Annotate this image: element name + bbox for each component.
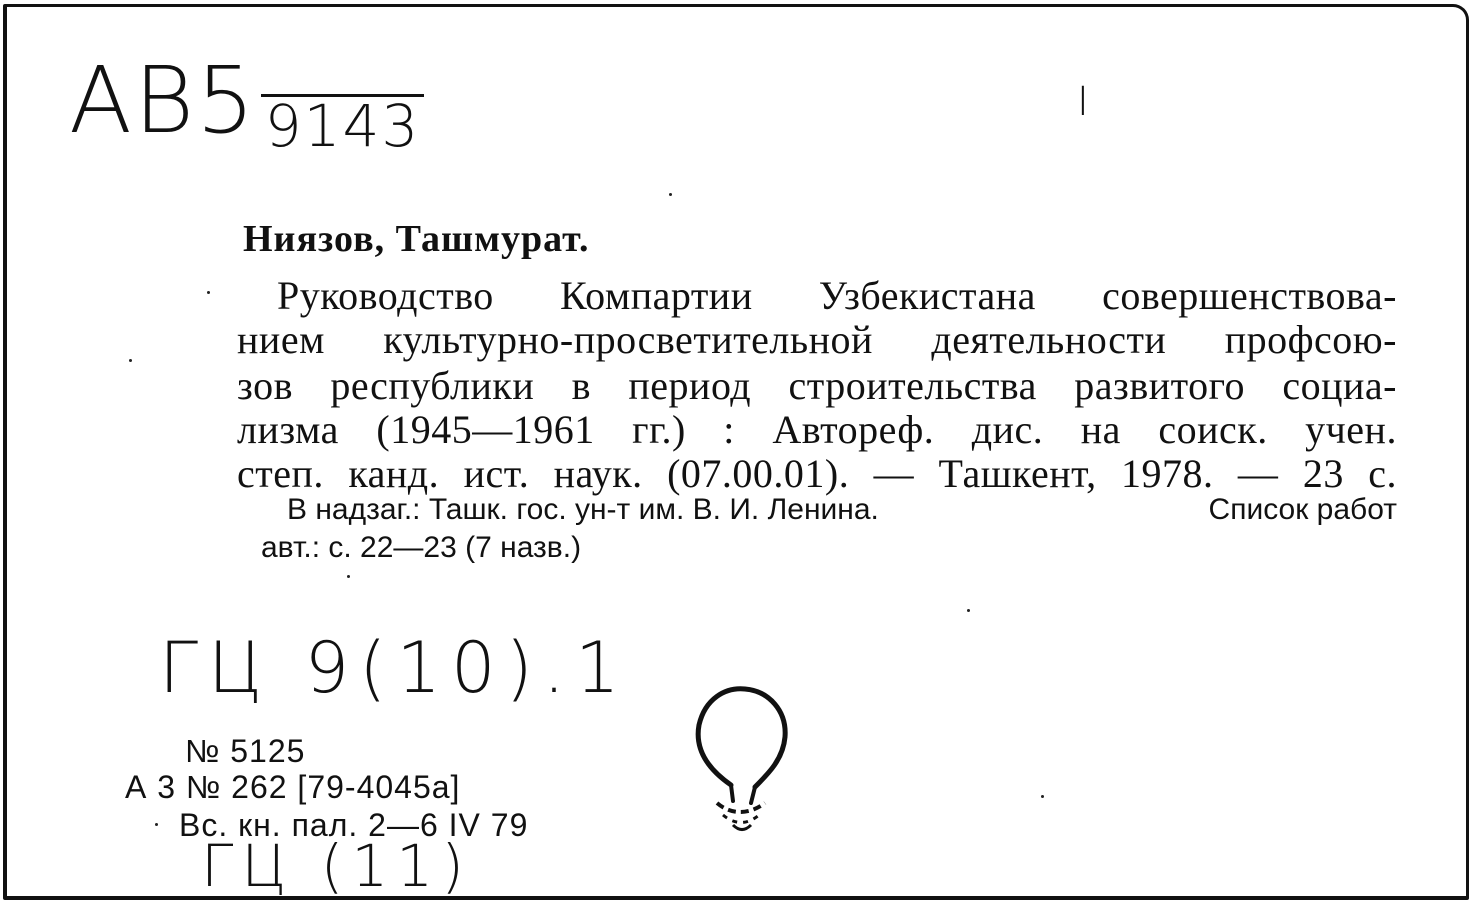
catalog-card — [3, 4, 1469, 900]
word: гг.) — [632, 407, 686, 452]
description-line-3 — [237, 363, 1397, 409]
word: совершенствова- — [1102, 273, 1397, 318]
speck — [129, 359, 132, 362]
classification-mark-2: ГЦ (11) — [201, 832, 472, 900]
word: — — [1237, 451, 1279, 496]
word: (1945—1961 — [376, 407, 595, 452]
lightbulb-stamp-icon — [687, 675, 797, 845]
description-line-5 — [237, 451, 1397, 497]
shelfmark-main: АВ5 — [69, 47, 257, 154]
word: (07.00.01). — [667, 451, 850, 496]
word: Руководство — [277, 273, 494, 318]
word: степ. — [237, 451, 324, 496]
word: культурно-просветительной — [383, 317, 873, 362]
registry-number: А 3 № 262 [79-4045а] — [125, 769, 461, 805]
word: канд. — [348, 451, 440, 496]
word: — — [873, 451, 915, 496]
accession-number: № 5125 — [185, 733, 306, 769]
speck — [347, 575, 350, 578]
word: зов — [237, 363, 293, 408]
speck — [155, 823, 158, 826]
note-line-1-right: Список работ — [1208, 493, 1397, 526]
word: : — [723, 407, 735, 452]
shelfmark-sub: 9143 — [261, 94, 425, 155]
shelfmark — [69, 47, 424, 160]
word: 23 — [1302, 451, 1344, 496]
word: развитого — [1074, 363, 1245, 408]
speck — [207, 291, 210, 294]
word: лизма — [237, 407, 339, 452]
speck — [669, 193, 672, 196]
word: ист. — [463, 451, 530, 496]
word: строительства — [788, 363, 1037, 408]
word: республики — [330, 363, 535, 408]
word: на — [1080, 407, 1121, 452]
word: Компартии — [559, 273, 753, 318]
word: 1978. — [1121, 451, 1214, 496]
word: деятельности — [931, 317, 1167, 362]
description-line-1 — [277, 273, 1397, 319]
note-line-2: авт.: с. 22—23 (7 назв.) — [261, 531, 582, 564]
speck — [1041, 795, 1044, 798]
word: с. — [1368, 451, 1397, 496]
word: период — [628, 363, 752, 408]
description-line-4 — [237, 407, 1397, 453]
word: соиск. — [1158, 407, 1268, 452]
word: в — [571, 363, 592, 408]
description-line-2 — [237, 317, 1397, 363]
word: Ташкент, — [938, 451, 1097, 496]
word: Узбекистана — [818, 273, 1036, 318]
top-mark: I — [1077, 79, 1089, 125]
note-line-1 — [287, 493, 1397, 527]
author-heading: Ниязов, Ташмурат. — [243, 218, 590, 260]
word: учен. — [1305, 407, 1397, 452]
word: нием — [237, 317, 325, 362]
word: наук. — [553, 451, 643, 496]
word: Автореф. — [772, 407, 935, 452]
word: социа- — [1282, 363, 1397, 408]
note-line-1-left: В надзаг.: Ташк. гос. ун-т им. В. И. Ленина. — [287, 493, 879, 526]
word: дис. — [971, 407, 1044, 452]
book-chamber-mark: Вс. кн. пал. 2—6 IV 79 — [179, 807, 529, 843]
speck — [967, 609, 970, 612]
classification-mark-1: ГЦ 9(10).1 — [159, 627, 630, 709]
word: профсою- — [1224, 317, 1397, 362]
